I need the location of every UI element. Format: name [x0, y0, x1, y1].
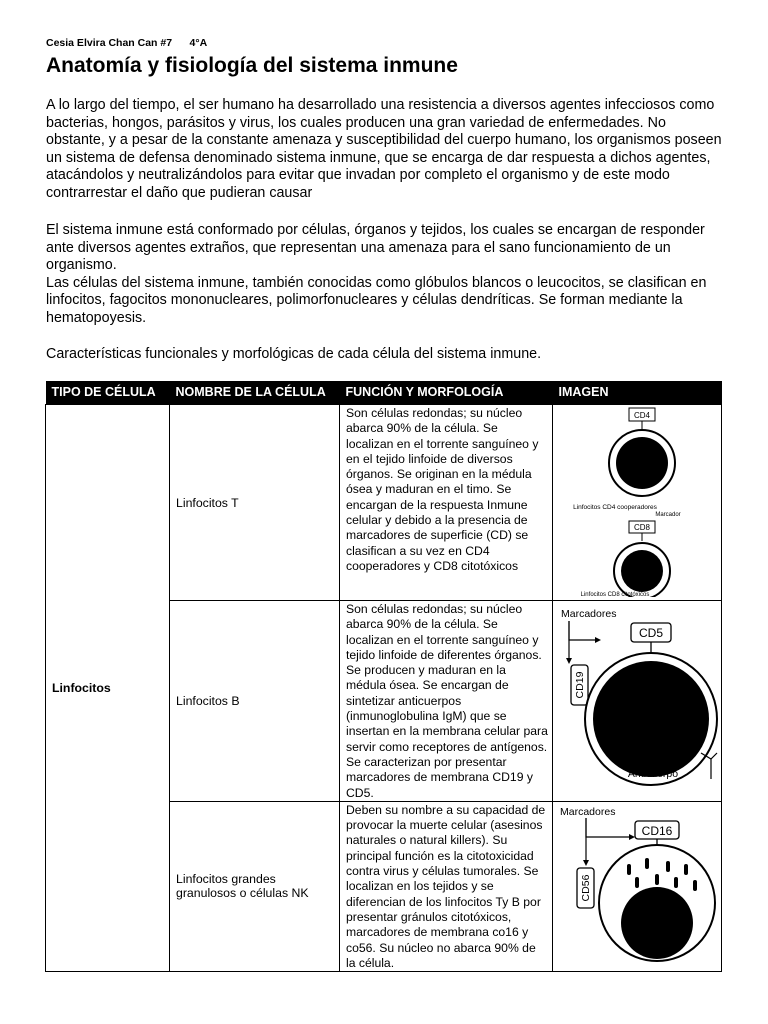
cd8-caption: Linfocitos CD8 citotóxicos — [580, 592, 650, 597]
cd4-label: CD4 — [633, 411, 651, 420]
header-cell-type: TIPO DE CÉLULA — [46, 381, 170, 405]
header-cell-function: FUNCIÓN Y MORFOLOGÍA — [340, 381, 553, 405]
cell-function-b: Son células redondas; su núcleo abarca 90% de la célula. Se localizan en el torrente sanguíneo y tejido linfoide de diferentes órganos. Se producen y maduran en la médula ósea. Se encargan de sintetizar anticuerpos (inmunoglobulina IgM) que se insertan en la membrana celular para servir como receptores de antígenos. Se caracterizan por presentar marcadores de membrana CD19 y CD5. — [340, 601, 553, 802]
cd4-cell-nucleus — [616, 437, 668, 489]
cd16-label: CD16 — [641, 823, 673, 838]
cell-image-t — [553, 405, 722, 601]
cd8-cell-nucleus — [621, 550, 663, 592]
intro-paragraph: A lo largo del tiempo, el ser humano ha desarrollado una resistencia a diversos agentes infecciosos como bacterias, hongos, parásitos y virus, los cuales producen una gran variedad de enfermedades. No obstante, y a pesar de la constante amenaza y susceptibilidad del cuerpo humano, los organismos poseen un sistema de defensa denominado sistema inmune, que se encarga de dar respuesta a dichos agentes, atacándolos y neutralizándolos para evitar que invadan por completo el organismo y de este modo contrarrestar el daño que pudieran causar — [46, 97, 722, 201]
author-line: Cesia Elvira Chan Can #7 4°A — [46, 37, 208, 49]
header-cell-image: IMAGEN — [553, 381, 722, 405]
table-caption: Características funcionales y morfológicas de cada célula del sistema inmune. — [46, 346, 542, 362]
cell-type-linfocitos: Linfocitos — [46, 405, 170, 972]
cell-name-nk: Linfocitos grandes granulosos o células NK — [170, 801, 340, 971]
table-row — [46, 405, 722, 601]
cell-function-nk: Deben su nombre a su capacidad de provocar la muerte celular (asesinos naturales o natural killers). Su principal función es la citotoxicidad contra virus y células tumorales. Se localizan en los tejidos y se diferencian de los linfocitos Ty B por presentar gránulos citotóxicos, marcadores de membrana co16 y co56. Su núcleo no abarca 90% de la célula. — [340, 801, 553, 971]
cd56-label: CD56 — [580, 874, 592, 902]
nk-markers-label: Marcadores — [560, 805, 616, 818]
cell-name-t: Linfocitos T — [170, 405, 340, 601]
cd5-label: CD5 — [638, 626, 664, 641]
cd4-caption: Linfocitos CD4 cooperadores — [573, 504, 657, 511]
cells-paragraph-part-b: Las células del sistema inmune, también conocidas como glóbulos blancos o leucocitos, se clasifican en linfocitos, fagocitos mononucleares, polimorfonucleares y células dendríticas. Se forman mediante la hematopoyesis. — [46, 274, 707, 326]
t-lymphocyte-diagram — [553, 405, 721, 597]
b-lymphocyte-diagram — [553, 603, 721, 795]
cd8-label: CD8 — [633, 523, 651, 532]
nk-cell-diagram — [553, 804, 721, 966]
antibody-label: Anticuerpo — [627, 768, 679, 781]
cd19-label: CD19 — [574, 671, 586, 699]
cells-paragraph-part-a: El sistema inmune está conformado por células, órganos y tejidos, los cuales se encargan de responder ante diversos agentes extraños, que representan una amenaza para el sano funcionamiento de un organismo. — [46, 222, 705, 274]
b-markers-label: Marcadores — [561, 608, 617, 621]
marker-word: Marcador — [655, 512, 681, 518]
header-cell-name: NOMBRE DE LA CÉLULA — [170, 381, 340, 405]
table-header-row — [46, 381, 722, 405]
document-title: Anatomía y fisiología del sistema inmune — [46, 54, 458, 77]
cell-image-nk — [553, 801, 722, 971]
b-cell-nucleus — [593, 661, 709, 777]
cell-name-b: Linfocitos B — [170, 601, 340, 802]
immune-cells-table — [45, 381, 722, 972]
cell-function-t: Son células redondas; su núcleo abarca 90% de la célula. Se localizan en el torrente sanguíneo y en el tejido linfoide de diversos órganos. Se originan en la médula ósea y maduran en el timo. Se encargan de la respuesta Inmune celular y debido a la presencia de marcadores de superficie (CD) se clasifican a su vez en CD4 cooperadores y CD8 citotóxicos — [340, 405, 553, 601]
cells-paragraph — [46, 222, 726, 328]
nk-cell-nucleus — [621, 887, 693, 959]
cell-image-b — [553, 601, 722, 802]
